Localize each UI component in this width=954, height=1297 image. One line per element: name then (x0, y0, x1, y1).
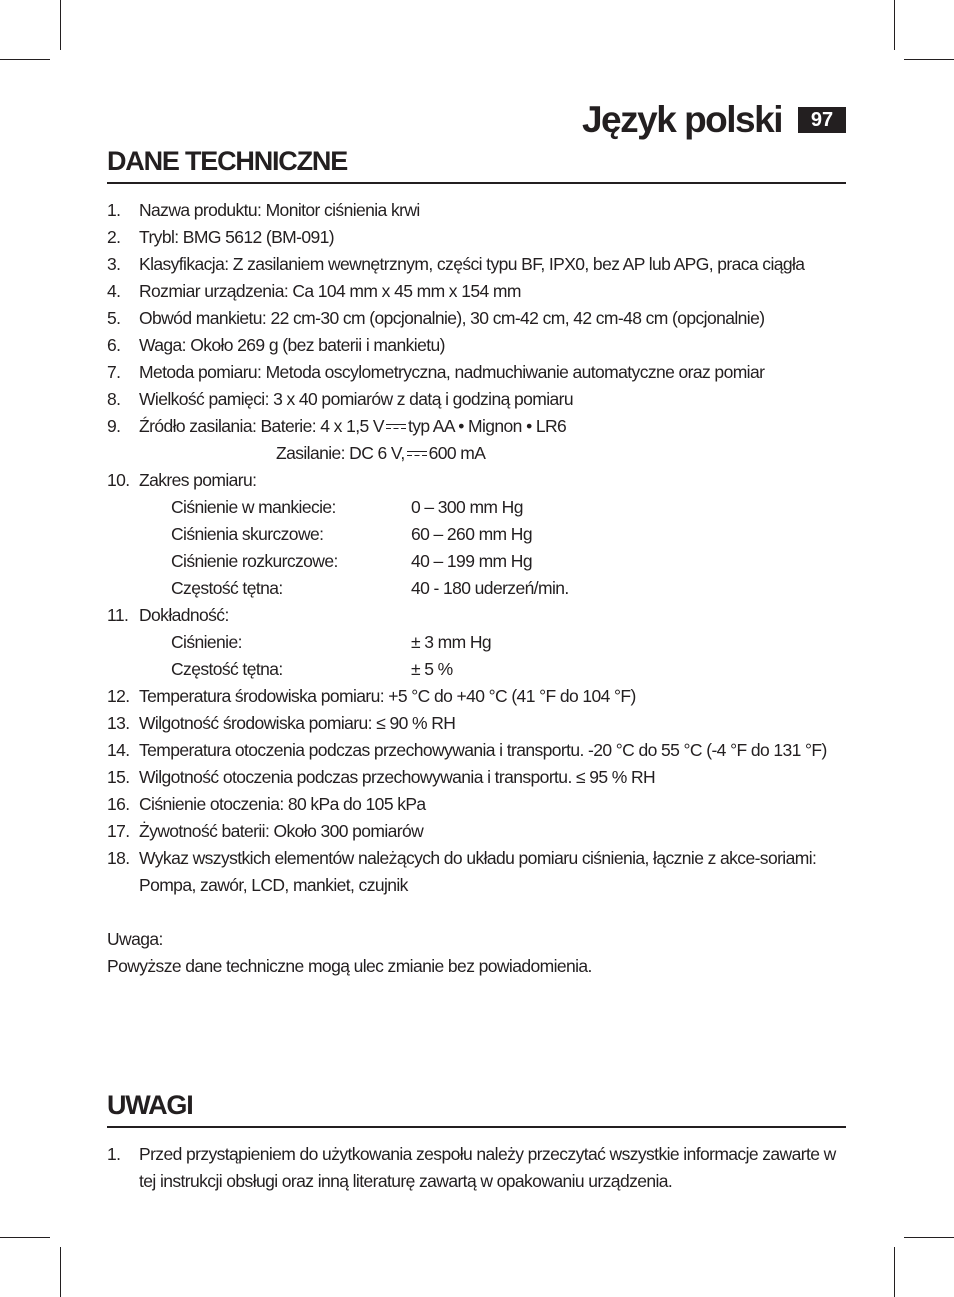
language-title: Język polski (581, 99, 782, 140)
power-adapter-text: Zasilanie: DC 6 V, (276, 443, 405, 463)
crop-mark (904, 59, 954, 60)
item-text: Wilgotność otoczenia podczas przechowywania i transportu. ≤ 95 % RH (139, 767, 656, 787)
list-item (107, 764, 847, 791)
spec-row (107, 548, 847, 575)
item-number: 8. (107, 389, 121, 409)
list-item (107, 1141, 847, 1195)
item-text: Obwód mankietu: 22 cm-30 cm (opcjonalnie), 30 cm-42 cm, 42 cm-48 cm (opcjonalnie) (139, 308, 765, 328)
crop-mark (904, 1237, 954, 1238)
spec-row (107, 521, 847, 548)
list-item (107, 845, 847, 899)
item-number: 17. (107, 821, 130, 841)
item-number: 14. (107, 740, 130, 760)
item-number: 12. (107, 686, 130, 706)
spec-row (107, 656, 847, 683)
technical-data-list (107, 197, 847, 980)
dc-symbol-icon (386, 423, 406, 432)
list-item (107, 251, 847, 278)
item-text: Rozmiar urządzenia: Ca 104 mm x 45 mm x 154 mm (139, 281, 521, 301)
item-number: 18. (107, 848, 130, 868)
section-title-technical-data: DANE TECHNICZNE (107, 145, 846, 184)
item-text: Nazwa produktu: Monitor ciśnienia krwi (139, 200, 420, 220)
page-number: 97 (798, 107, 846, 133)
item-number: 15. (107, 767, 130, 787)
spec-value: ± 3 mm Hg (411, 632, 492, 652)
item-text: Zakres pomiaru: (139, 470, 257, 490)
item-number: 1. (107, 1144, 121, 1164)
item-text: Trybl: BMG 5612 (BM-091) (139, 227, 335, 247)
list-item (107, 413, 847, 467)
list-item (107, 737, 847, 764)
item-number: 6. (107, 335, 121, 355)
list-item (107, 386, 847, 413)
list-item (107, 197, 847, 224)
list-item (107, 332, 847, 359)
spec-value: 40 – 199 mm Hg (411, 551, 532, 571)
spec-value: ± 5 % (411, 659, 453, 679)
crop-mark (60, 0, 61, 50)
spec-label: Ciśnienie w mankiecie: (171, 497, 336, 517)
item-text: Dokładność: (139, 605, 229, 625)
item-number: 4. (107, 281, 121, 301)
note-label: Uwaga: (107, 929, 163, 949)
list-item (107, 467, 847, 494)
item-text: Waga: Około 269 g (bez baterii i mankietu) (139, 335, 445, 355)
power-battery-text: Źródło zasilania: Baterie: 4 x 1,5 V (139, 416, 384, 436)
item-number: 2. (107, 227, 121, 247)
item-text: Wilgotność środowiska pomiaru: ≤ 90 % RH (139, 713, 456, 733)
list-item (107, 359, 847, 386)
list-item (107, 791, 847, 818)
battery-type-text: typ AA • Mignon • LR6 (407, 416, 567, 436)
item-text: Ciśnienie otoczenia: 80 kPa do 105 kPa (139, 794, 426, 814)
item-number: 11. (107, 605, 129, 625)
item-text: Temperatura środowiska pomiaru: +5 °C do +40 °C (41 °F do 104 °F) (139, 686, 636, 706)
page-header (582, 98, 846, 142)
spec-row (107, 575, 847, 602)
item-number: 13. (107, 713, 130, 733)
spec-label: Ciśnienie rozkurczowe: (171, 551, 338, 571)
spec-value: 40 - 180 uderzeń/min. (411, 578, 569, 598)
spec-row (107, 494, 847, 521)
item-text: Żywotność baterii: Około 300 pomiarów (139, 821, 424, 841)
item-text: Wielkość pamięci: 3 x 40 pomiarów z datą i godziną pomiaru (139, 389, 574, 409)
item-number: 10. (107, 470, 130, 490)
item-text: Wykaz wszystkich elementów należących do układu pomiaru ciśnienia, łącznie z akce-soriami: Pompa, zawór, LCD, mankiet, czujnik (139, 848, 817, 895)
spec-label: Ciśnienia skurczowe: (171, 524, 324, 544)
crop-mark (0, 59, 50, 60)
item-number: 3. (107, 254, 121, 274)
spec-row (107, 629, 847, 656)
item-number: 1. (107, 200, 121, 220)
item-number: 16. (107, 794, 130, 814)
list-item (107, 305, 847, 332)
list-item (107, 278, 847, 305)
item-text (139, 413, 847, 467)
spec-value: 0 – 300 mm Hg (411, 497, 523, 517)
list-item (107, 683, 847, 710)
crop-mark (894, 0, 895, 50)
item-text: Temperatura otoczenia podczas przechowywania i transportu. -20 °C do 55 °C (-4 °F do 131 °F) (139, 740, 827, 760)
crop-mark (894, 1247, 895, 1297)
notes-list (107, 1141, 847, 1195)
note-text: Powyższe dane techniczne mogą ulec zmianie bez powiadomienia. (107, 956, 592, 976)
section-title-notes: UWAGI (107, 1089, 846, 1128)
item-text: Klasyfikacja: Z zasilaniem wewnętrznym, części typu BF, IPX0, bez AP lub APG, praca ciągła (139, 254, 805, 274)
spec-value: 60 – 260 mm Hg (411, 524, 532, 544)
item-number: 7. (107, 362, 121, 382)
spec-label: Częstość tętna: (171, 578, 283, 598)
list-item (107, 224, 847, 251)
item-text: Przed przystąpieniem do użytkowania zespołu należy przeczytać wszystkie informacje zawarte w tej instrukcji obsługi oraz inną literaturę zawartą w opakowaniu urządzenia. (139, 1144, 836, 1191)
adapter-current-text: 600 mA (428, 443, 486, 463)
crop-mark (0, 1237, 50, 1238)
dc-symbol-icon (407, 450, 427, 459)
list-item (107, 818, 847, 845)
list-item (107, 602, 847, 629)
list-item (107, 710, 847, 737)
item-number: 9. (107, 416, 121, 436)
item-number: 5. (107, 308, 121, 328)
crop-mark (60, 1247, 61, 1297)
item-text: Metoda pomiaru: Metoda oscylometryczna, nadmuchiwanie automatyczne oraz pomiar (139, 362, 765, 382)
spec-label: Częstość tętna: (171, 659, 283, 679)
spec-label: Ciśnienie: (171, 632, 242, 652)
